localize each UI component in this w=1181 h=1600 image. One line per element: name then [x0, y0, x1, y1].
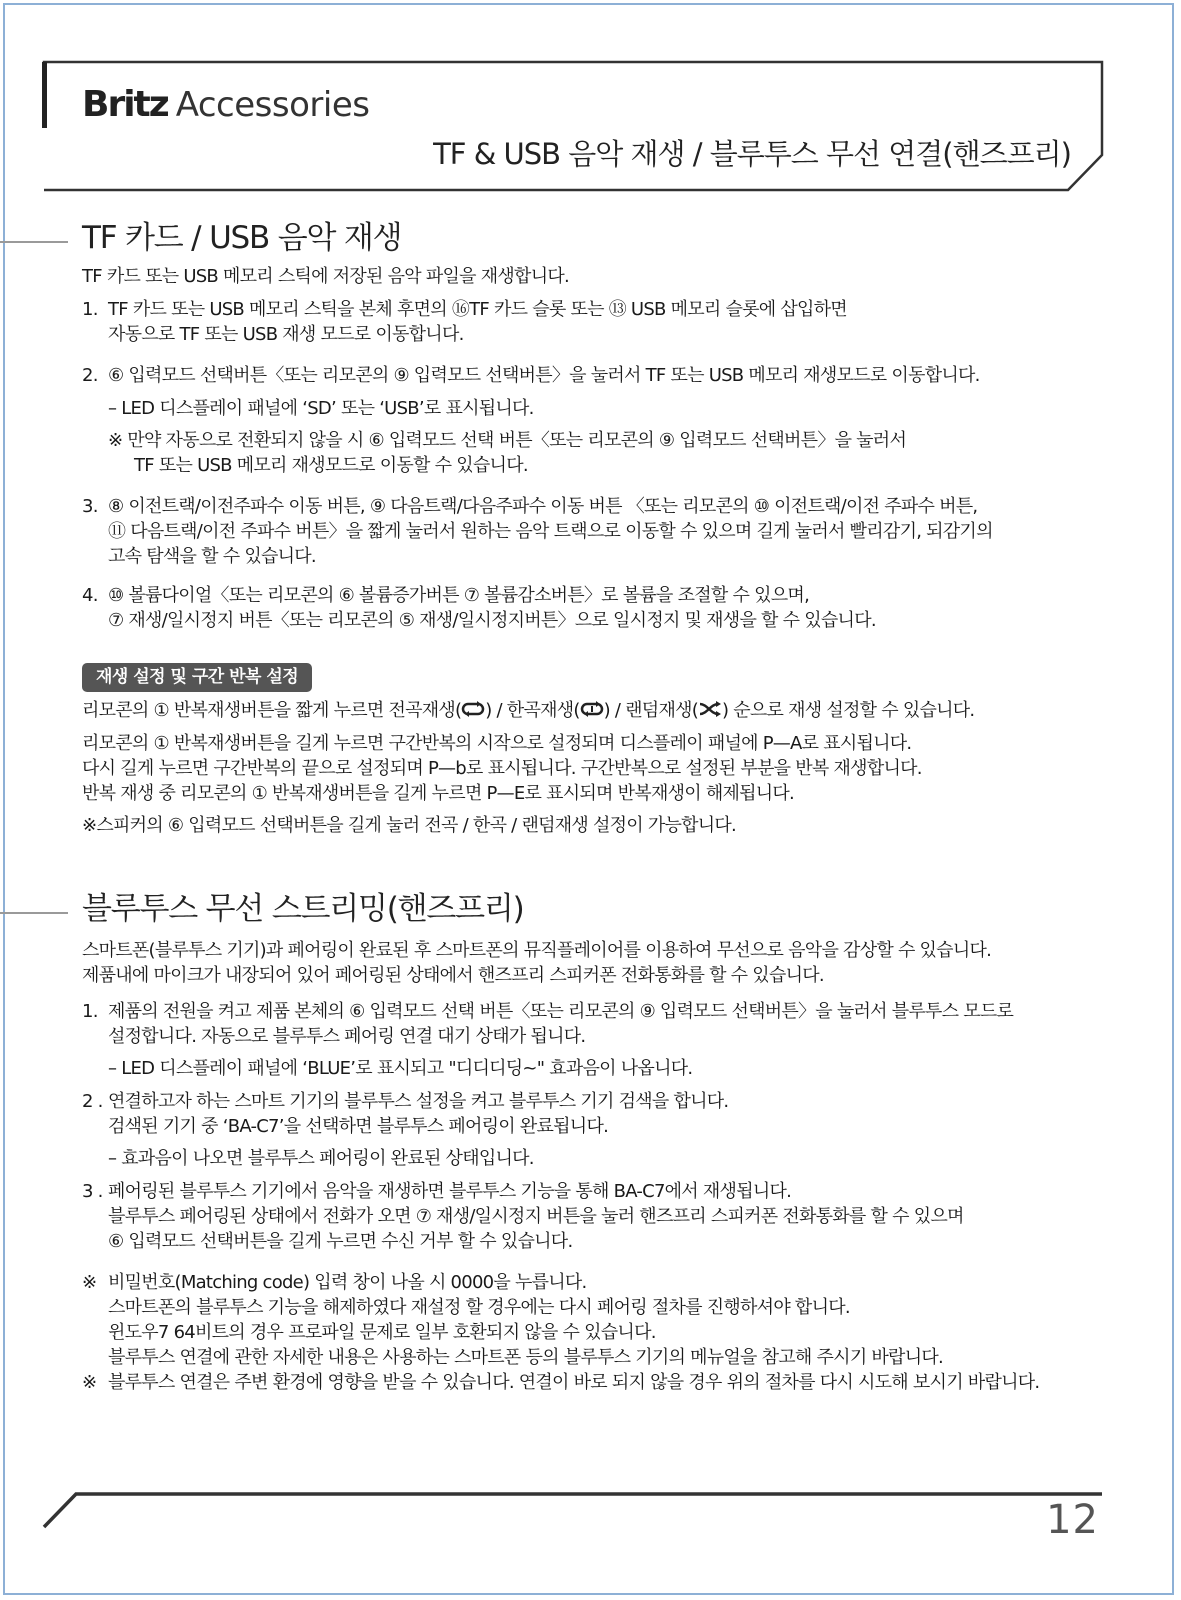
note-line: 스마트폰의 블루투스 기능을 해제하였다 재설정 할 경우에는 다시 페어링 절차를 진행하셔야 합니다.: [108, 1297, 850, 1318]
bluetooth-notes: [82, 1270, 1162, 1395]
note-line: ※ 만약 자동으로 전환되지 않을 시 ⑥ 입력모드 선택 버튼〈또는 리모콘의 ⑨ 입력모드 선택버튼〉을 눌러서: [108, 430, 907, 451]
header-subtitle: TF & USB 음악 재생 / 블루투스 무선 연결(핸즈프리): [433, 137, 1071, 171]
section-rule: [0, 912, 68, 914]
item-text: ⑥ 입력모드 선택버튼을 길게 누르면 수신 거부 할 수 있습니다.: [108, 1231, 573, 1252]
note-line: 블루투스 연결은 주변 환경에 영향을 받을 수 있습니다. 연결이 바로 되지 않을 경우 위의 절차를 다시 시도해 보시기 바랍니다.: [108, 1372, 1040, 1393]
item-text: ⑧ 이전트랙/이전주파수 이동 버튼, ⑨ 다음트랙/다음주파수 이동 버튼 〈또는 리모콘의 ⑩ 이전트랙/이전 주파수 버튼,: [108, 496, 978, 517]
repeat-text: 다시 길게 누르면 구간반복의 끝으로 설정되며 P—b로 표시됩니다. 구간반복으로 설정된 부분을 반복 재생합니다.: [82, 758, 922, 779]
repeat-line: [82, 731, 1162, 806]
item-text: 연결하고자 하는 스마트 기기의 블루투스 설정을 켜고 블루투스 기기 검색을 합니다.: [108, 1091, 729, 1112]
repeat-text: ) 순으로 재생 설정할 수 있습니다.: [722, 700, 975, 721]
intro-line: 스마트폰(블루투스 기기)과 페어링이 완료된 후 스마트폰의 뮤직플레이어를 이용하여 무선으로 음악을 감상할 수 있습니다.: [82, 940, 992, 961]
item-text: 검색된 기기 중 ‘BA-C7’을 선택하면 블루투스 페어링이 완료됩니다.: [108, 1116, 609, 1137]
item-text: 블루투스 페어링된 상태에서 전화가 오면 ⑦ 재생/일시정지 버튼을 눌러 핸즈프리 스피커폰 전화통화를 할 수 있으며: [108, 1206, 964, 1227]
item-text: ⑩ 볼륨다이얼〈또는 리모콘의 ⑥ 볼륨증가버튼 ⑦ 볼륨감소버튼〉로 볼륨을 조절할 수 있으며,: [108, 585, 810, 606]
list-item: [82, 1179, 1162, 1254]
item-text: 자동으로 TF 또는 USB 재생 모드로 이동합니다.: [108, 324, 464, 345]
item-number: 3 .: [82, 1181, 103, 1202]
item-number: 4.: [82, 585, 98, 606]
repeat-text: ) / 랜덤재생(: [603, 700, 698, 721]
brand-logo: [82, 84, 369, 132]
item-number: 3.: [82, 496, 98, 517]
item-number: 2.: [82, 365, 98, 386]
repeat-settings-badge: 재생 설정 및 구간 반복 설정: [82, 663, 312, 692]
item-text: ⑥ 입력모드 선택버튼〈또는 리모콘의 ⑨ 입력모드 선택버튼〉을 눌러서 TF 또는 USB 메모리 재생모드로 이동합니다.: [108, 365, 980, 386]
repeat-text: ) / 한곡재생(: [485, 700, 580, 721]
list-item: [82, 363, 1162, 388]
item-subnote: – LED 디스플레이 패널에 ‘BLUE’로 표시되고 "디디디딩~" 효과음이 나옵니다.: [108, 1058, 693, 1079]
note-line: 윈도우7 64비트의 경우 프로파일 문제로 일부 호환되지 않을 수 있습니다.: [108, 1322, 656, 1343]
item-text: ⑪ 다음트랙/이전 주파수 버튼〉을 짧게 눌러서 원하는 음악 트랙으로 이동할 수 있으며 길게 눌러서 빨리감기, 되감기의: [108, 521, 993, 542]
repeat-line: [82, 698, 1162, 724]
item-subnote: – LED 디스플레이 패널에 ‘SD’ 또는 ‘USB’로 표시됩니다.: [108, 398, 534, 419]
item-number: 2 .: [82, 1091, 103, 1112]
item-subnote: – 효과음이 나오면 블루투스 페어링이 완료된 상태입니다.: [108, 1148, 534, 1169]
section-rule: [0, 241, 68, 243]
list-item: [82, 999, 1162, 1049]
item-number: 1.: [82, 299, 98, 320]
repeat-one-icon: [580, 699, 604, 724]
item-text: ⑦ 재생/일시정지 버튼〈또는 리모콘의 ⑤ 재생/일시정지버튼〉으로 일시정지 및 재생을 할 수 있습니다.: [108, 610, 876, 631]
list-item: [82, 1089, 1162, 1139]
repeat-text: 반복 재생 중 리모콘의 ① 반복재생버튼을 길게 누르면 P—E로 표시되며 반복재생이 해제됩니다.: [82, 783, 794, 804]
note-line: 비밀번호(Matching code) 입력 창이 나올 시 0000을 누릅니다.: [108, 1272, 587, 1293]
note-line: 블루투스 연결에 관한 자세한 내용은 사용하는 스마트폰 등의 블루투스 기기의 메뉴얼을 참고해 주시기 바랍니다.: [108, 1347, 943, 1368]
section-title-tf-usb: TF 카드 / USB 음악 재생: [82, 220, 402, 256]
repeat-all-icon: [461, 699, 485, 724]
brand-tagline: Accessories: [175, 85, 370, 125]
section-title-bluetooth: 블루투스 무선 스트리밍(핸즈프리): [82, 891, 524, 927]
note-mark: ※: [82, 1372, 97, 1393]
section2-intro: [82, 938, 1162, 988]
page-number: 12: [1046, 1497, 1099, 1543]
note-mark: ※: [82, 1272, 97, 1293]
repeat-note: ※스피커의 ⑥ 입력모드 선택버튼을 길게 눌러 전곡 / 한곡 / 랜덤재생 설정이 가능합니다.: [82, 815, 737, 836]
shuffle-icon: [698, 699, 722, 724]
item-text: TF 카드 또는 USB 메모리 스틱을 본체 후면의 ⑯TF 카드 슬롯 또는 ⑬ USB 메모리 슬롯에 삽입하면: [108, 299, 847, 320]
item-number: 1.: [82, 1001, 98, 1022]
brand-name: Britz: [82, 84, 168, 125]
note-line: TF 또는 USB 메모리 재생모드로 이동할 수 있습니다.: [134, 455, 528, 476]
list-item: [82, 297, 1162, 347]
list-item: [82, 494, 1162, 569]
intro-line: 제품내에 마이크가 내장되어 있어 페어링된 상태에서 핸즈프리 스피커폰 전화통화를 할 수 있습니다.: [82, 965, 824, 986]
section1-intro: TF 카드 또는 USB 메모리 스틱에 저장된 음악 파일을 재생합니다.: [82, 266, 569, 287]
item-text: 고속 탐색을 할 수 있습니다.: [108, 546, 316, 567]
item-text: 설정합니다. 자동으로 블루투스 페어링 연결 대기 상태가 됩니다.: [108, 1026, 586, 1047]
item-text: 페어링된 블루투스 기기에서 음악을 재생하면 블루투스 기능을 통해 BA-C7에서 재생됩니다.: [108, 1181, 792, 1202]
repeat-text: 리모콘의 ① 반복재생버튼을 길게 누르면 구간반복의 시작으로 설정되며 디스플레이 패널에 P—A로 표시됩니다.: [82, 733, 912, 754]
item-text: 제품의 전원을 켜고 제품 본체의 ⑥ 입력모드 선택 버튼〈또는 리모콘의 ⑨ 입력모드 선택버튼〉을 눌러서 블루투스 모드로: [108, 1001, 1014, 1022]
item-note: [108, 428, 1181, 478]
repeat-text: 리모콘의 ① 반복재생버튼을 짧게 누르면 전곡재생(: [82, 700, 462, 721]
list-item: [82, 583, 1162, 633]
